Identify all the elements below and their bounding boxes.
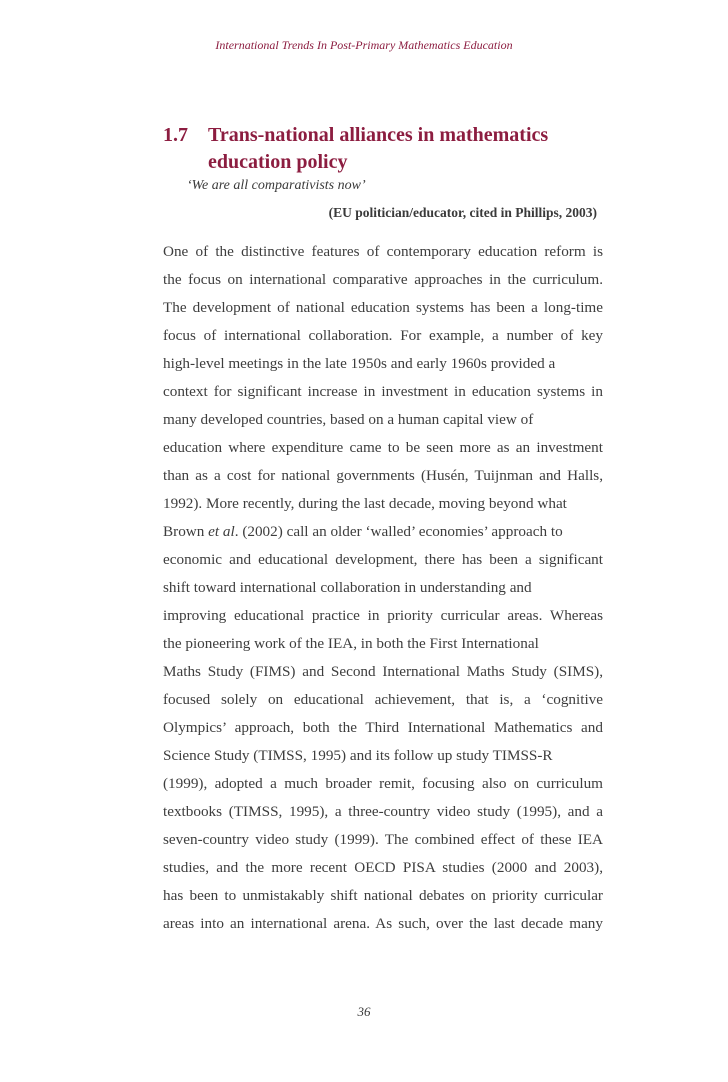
text-line: high-level meetings in the late 1950s and early 1960s provided a [163,355,556,372]
text-fragment: Brown [163,523,209,540]
text-line: studies, and the more recent OECD PISA studies (2000 and 2003), [163,859,603,876]
text-line: shift toward international collaboration in understanding and [163,579,532,596]
text-fragment: call an older ‘walled’ economies’ approach to [286,523,563,540]
epigraph-quote: ‘We are all comparativists now’ [187,178,366,193]
text-line: the focus on international comparative approaches in the curriculum. [163,271,603,288]
text-line: education where expenditure came to be seen more as an investment [163,439,603,456]
text-line: seven-country video study (1999). The combined effect of these IEA [163,831,603,848]
section-title-line1: Trans-national alliances in mathematics [208,124,549,146]
text-line: the pioneering work of the IEA, in both the First International [163,635,539,652]
text-line: improving educational practice in priority curricular areas. Whereas [163,607,603,624]
text-fragment-italic: et al [208,523,235,540]
section-heading [163,122,623,176]
text-line: Science Study (TIMSS, 1995) and its follow up study TIMSS-R [163,747,553,764]
text-fragment: . (2002) [234,523,287,540]
text-line: 1992). More recently, during the last decade, moving beyond what [163,495,567,512]
epigraph-attribution: (EU politician/educator, cited in Phillips, 2003) [328,205,597,220]
text-line: focus of international collaboration. For example, a number of key [163,327,603,344]
text-line: many developed countries, based on a human capital view of [163,411,534,428]
text-line: (1999), adopted a much broader remit, focusing also on curriculum [163,775,603,792]
section-title-line2: education policy [208,151,348,173]
text-line [163,518,603,546]
text-line: The development of national education systems has been a long-time [163,299,603,316]
text-line: Olympics’ approach, both the Third International Mathematics and [163,719,603,736]
running-header: International Trends In Post-Primary Mathematics Education [215,38,513,52]
page-number: 36 [357,1004,371,1019]
text-line: areas into an international arena. As such, over the last decade many [163,915,603,932]
text-line: One of the distinctive features of contemporary education reform is [163,243,603,260]
section-title [208,122,548,176]
text-line: has been to unmistakably shift national debates on priority curricular [163,887,603,904]
text-line: economic and educational development, there has been a significant [163,551,603,568]
section-number: 1.7 [163,124,188,146]
text-line: Maths Study (FIMS) and Second International Maths Study (SIMS), [163,663,603,680]
text-line: than as a cost for national governments (Husén, Tuijnman and Halls, [163,467,603,484]
text-line: textbooks (TIMSS, 1995), a three-country video study (1995), and a [163,803,603,820]
body-paragraph [163,238,603,938]
text-line: context for significant increase in investment in education systems in [163,383,603,400]
text-line: focused solely on educational achievement, that is, a ‘cognitive [163,691,603,708]
